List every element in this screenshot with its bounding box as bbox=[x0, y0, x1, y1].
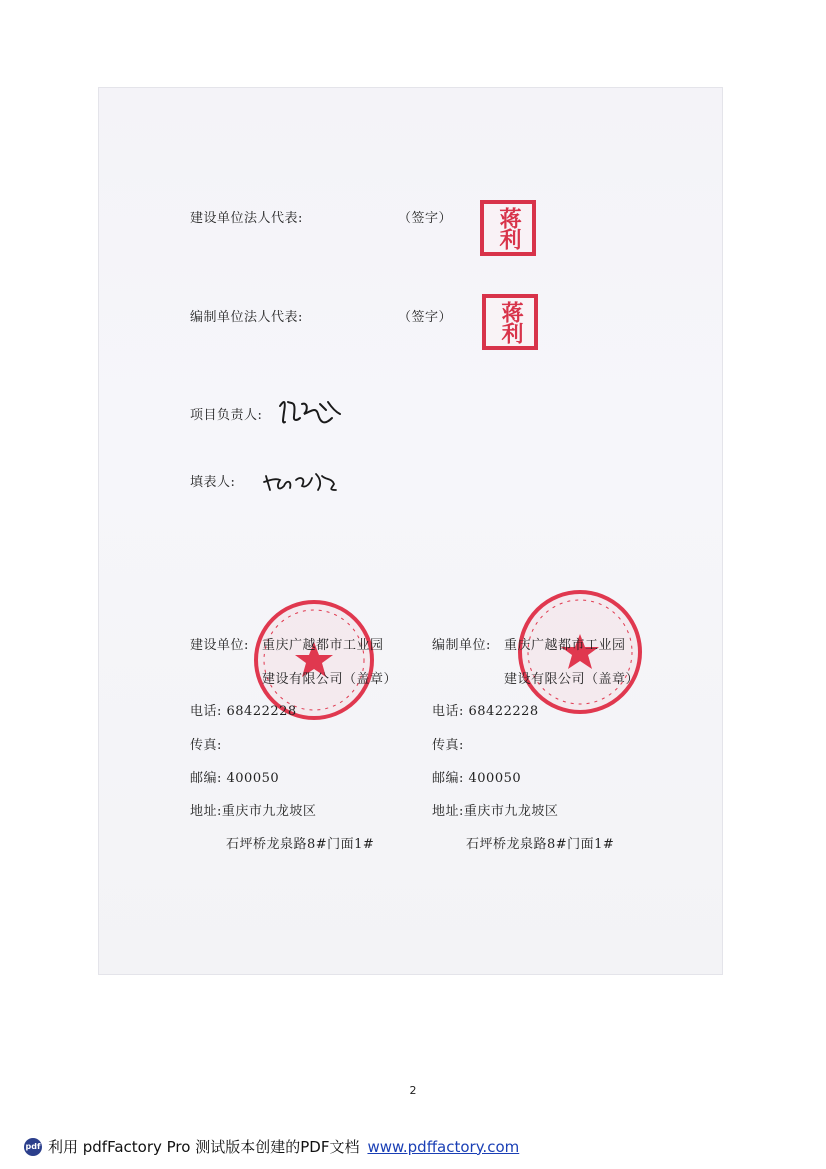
right-phone: 电话: 68422228 bbox=[432, 704, 539, 719]
filler-signature bbox=[260, 466, 340, 496]
construction-rep-label: 建设单位法人代表: bbox=[190, 211, 303, 226]
right-postcode: 邮编: 400050 bbox=[432, 771, 522, 786]
right-address-line1: 地址:重庆市九龙坡区 bbox=[432, 804, 559, 819]
left-unit-line1: 重庆广越都市工业园 bbox=[262, 638, 384, 653]
page-number: 2 bbox=[409, 1084, 417, 1097]
right-unit-line2: 建设有限公司（盖章） bbox=[504, 672, 640, 687]
left-address-line1: 地址:重庆市九龙坡区 bbox=[190, 804, 317, 819]
footer-text: 利用 pdfFactory Pro 测试版本创建的PDF文档 bbox=[48, 1138, 360, 1156]
construction-rep-seal-text: 蒋利 bbox=[496, 207, 521, 249]
left-address-line2: 石坪桥龙泉路8#门面1# bbox=[226, 837, 375, 852]
right-address-line2: 石坪桥龙泉路8#门面1# bbox=[466, 837, 615, 852]
left-unit-line2: 建设有限公司（盖章） bbox=[262, 672, 398, 687]
compiler-rep-seal-text: 蒋利 bbox=[498, 301, 523, 343]
pdffactory-logo-icon: pdf bbox=[24, 1138, 42, 1156]
construction-rep-sign-note: （签字） bbox=[398, 211, 453, 226]
left-fax: 传真: bbox=[190, 738, 222, 753]
right-unit-label: 编制单位: bbox=[432, 638, 491, 653]
filler-label: 填表人: bbox=[190, 475, 236, 490]
pdf-footer bbox=[24, 1136, 519, 1157]
left-phone: 电话: 68422228 bbox=[190, 704, 297, 719]
compiler-rep-label: 编制单位法人代表: bbox=[190, 310, 303, 325]
construction-rep-square-seal bbox=[480, 200, 536, 256]
left-postcode: 邮编: 400050 bbox=[190, 771, 280, 786]
footer-link[interactable]: www.pdffactory.com bbox=[367, 1137, 520, 1156]
project-lead-label: 项目负责人: bbox=[190, 408, 263, 423]
project-lead-signature bbox=[274, 392, 344, 432]
right-fax: 传真: bbox=[432, 738, 464, 753]
compiler-rep-sign-note: （签字） bbox=[398, 310, 453, 325]
compiler-rep-square-seal bbox=[482, 294, 538, 350]
left-unit-label: 建设单位: bbox=[190, 638, 249, 653]
right-unit-line1: 重庆广越都市工业园 bbox=[504, 638, 626, 653]
